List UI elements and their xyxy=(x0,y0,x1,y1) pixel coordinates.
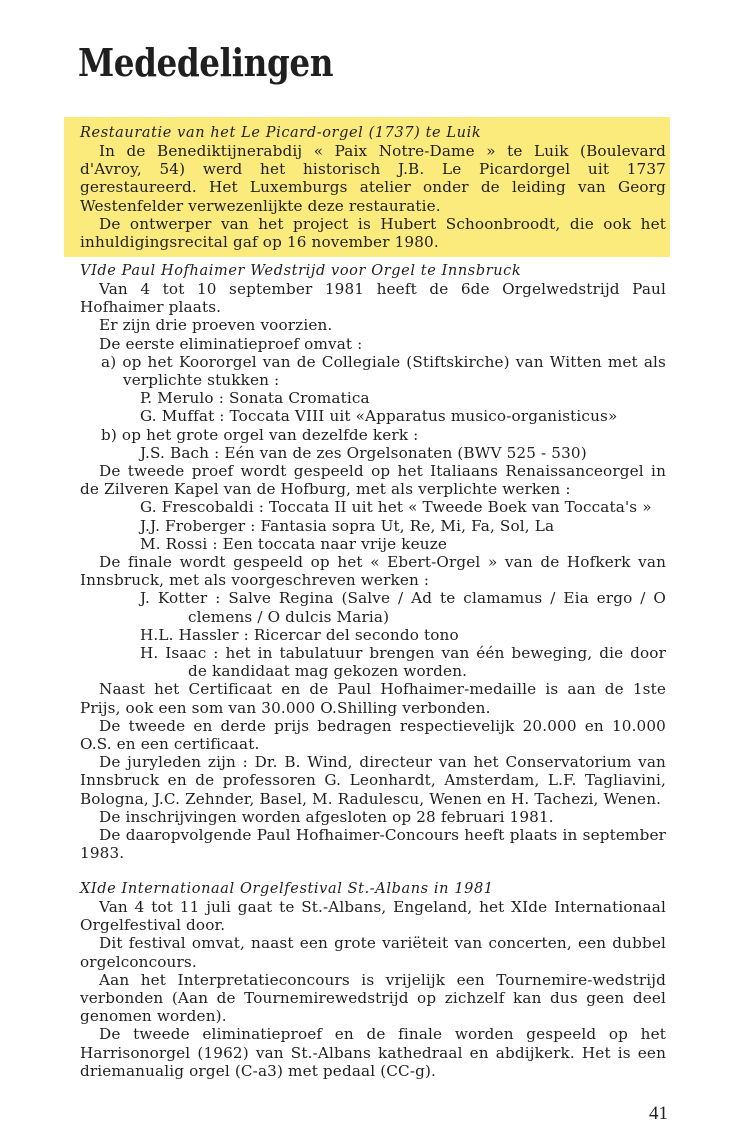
list-item: a) op het Koororgel van de Collegiale (Stiftskirche) van Witten met als verplichte stukken : xyxy=(101,352,666,390)
work-line: J.J. Froberger : Fantasia sopra Ut, Re, Mi, Fa, Sol, La xyxy=(140,516,555,535)
work-line: M. Rossi : Een toccata naar vrije keuze xyxy=(140,534,447,553)
section-heading: XIde Internationaal Orgelfestival St.-Albans in 1981 xyxy=(80,881,494,897)
paragraph: Naast het Certificaat en de Paul Hofhaimer-medaille is aan de 1ste Prijs, ook een som van 30.000 O.Shilling verbonden. xyxy=(80,680,666,717)
paragraph: De ontwerper van het project is Hubert Schoonbroodt, die ook het inhuldigingsrecital gaf op 16 november 1980. xyxy=(80,214,666,252)
paragraph: Dit festival omvat, naast een grote variëteit van concerten, een dubbel orgelconcours. xyxy=(80,934,666,971)
page-number: 41 xyxy=(649,1103,668,1124)
paragraph: Aan het Interpretatieconcours is vrijelijk een Tournemire-wedstrijd verbonden (Aan de Tournemirewedstrijd op zichzelf kan dus geen deel genomen worden). xyxy=(80,970,666,1026)
section-heading: VIde Paul Hofhaimer Wedstrijd voor Orgel te Innsbruck xyxy=(80,263,522,279)
paragraph: De inschrijvingen worden afgesloten op 28 februari 1981. xyxy=(99,807,554,826)
paragraph: De juryleden zijn : Dr. B. Wind, directeur van het Conservatorium van Innsbruck en de professoren G. Leonhardt, Amsterdam, L.F. Tagliavini, Bologna, J.C. Zehnder, Basel, M. Radulescu, Wenen en H. Tachezi, Wenen. xyxy=(80,753,666,808)
section-st-albans xyxy=(80,880,666,1080)
work-line: J.S. Bach : Eén van de zes Orgelsonaten (BWV 525 - 530) xyxy=(140,443,587,462)
page-title: Mededelingen xyxy=(78,40,334,85)
section-restauratie xyxy=(80,124,666,251)
work-line: P. Merulo : Sonata Cromatica xyxy=(140,389,370,408)
paragraph: De finale wordt gespeeld op het « Ebert-Orgel » van de Hofkerk van Innsbruck, met als voorgeschreven werken : xyxy=(80,553,666,590)
work-line: J. Kotter : Salve Regina (Salve / Ad te clamamus / Eia ergo / O clemens / O dulcis Maria) xyxy=(140,589,666,626)
list-item: b) op het grote orgel van dezelfde kerk : xyxy=(101,425,419,444)
paragraph: De tweede proef wordt gespeeld op het Italiaans Renaissanceorgel in de Zilveren Kapel van de Hofburg, met als verplichte werken : xyxy=(80,462,666,499)
paragraph: De eerste eliminatieproef omvat : xyxy=(99,334,363,353)
paragraph: Van 4 tot 11 juli gaat te St.-Albans, Engeland, het XIde Internationaal Orgelfestival door. xyxy=(80,898,666,935)
paragraph: De tweede eliminatieproef en de finale worden gespeeld op het Harrisonorgel (1962) van St.-Albans kathedraal en abdijkerk. Het is een driemanualig orgel (C-a3) met pedaal (CC-g). xyxy=(80,1025,666,1080)
work-line: H. Isaac : het in tabulatuur brengen van één beweging, die door de kandidaat mag gekozen worden. xyxy=(140,644,666,681)
section-hofhaimer xyxy=(80,262,666,863)
work-line: G. Frescobaldi : Toccata II uit het « Tweede Boek van Toccata's » xyxy=(140,498,652,517)
paragraph: De daaropvolgende Paul Hofhaimer-Concours heeft plaats in september 1983. xyxy=(80,826,666,863)
work-line: G. Muffat : Toccata VIII uit «Apparatus musico-organisticus» xyxy=(140,407,618,426)
section-heading: Restauratie van het Le Picard-orgel (1737) te Luik xyxy=(80,125,482,141)
paragraph: Van 4 tot 10 september 1981 heeft de 6de Orgelwedstrijd Paul Hofhaimer plaats. xyxy=(80,280,666,317)
paragraph: In de Benediktijnerabdij « Paix Notre-Dame » te Luik (Boulevard d'Avroy, 54) werd het historisch J.B. Le Picardorgel uit 1737 gerestaureerd. Het Luxemburgs atelier onder de leiding van Georg Westenfelder verwezenlijkte deze restauratie. xyxy=(80,142,666,215)
paragraph: De tweede en derde prijs bedragen respectievelijk 20.000 en 10.000 O.S. en een certificaat. xyxy=(80,716,666,754)
paragraph: Er zijn drie proeven voorzien. xyxy=(99,316,333,335)
section-body xyxy=(80,280,666,863)
work-line: H.L. Hassler : Ricercar del secondo tono xyxy=(140,625,459,644)
